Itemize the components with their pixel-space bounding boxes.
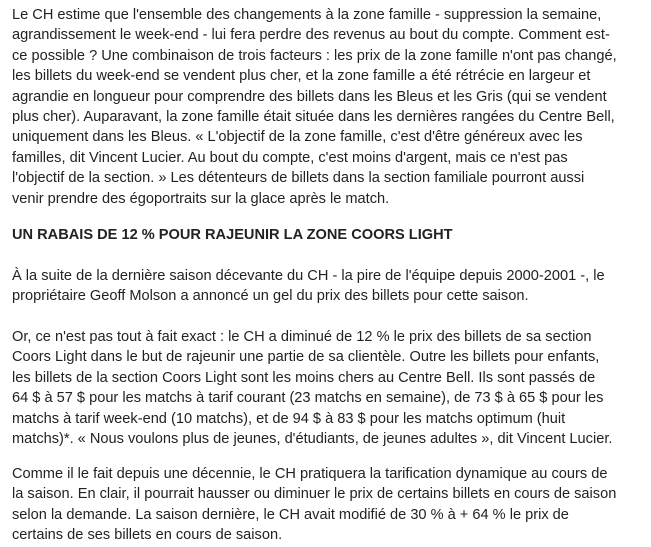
paragraph-dynamic-pricing [12, 464, 616, 546]
text-line: Coors Light dans le but de rajeunir une partie de sa clientèle. Outre les billets pour enfants, [12, 349, 600, 366]
text-line: À la suite de la dernière saison décevante du CH - la pire de l'équipe depuis 2000-2001 -, le [12, 268, 605, 284]
text-line: uniquement dans les Bleus. « L'objectif de la zone famille, c'est d'être généreux avec les [12, 129, 583, 146]
text-line: les billets du week-end se vendent plus cher, et la zone famille a été rétrécie en largeur et [12, 68, 591, 85]
text-line: Comme il le fait depuis une décennie, le CH pratiquera la tarification dynamique au cours de [12, 466, 608, 482]
text-line: venir prendre des égoportraits sur la glace après le match. [12, 190, 390, 207]
paragraph-coors-light-discount [12, 327, 612, 449]
text-line: propriétaire Geoff Molson a annoncé un gel du prix des billets pour cette saison. [12, 288, 529, 305]
text-line: matchs)*. « Nous voulons plus de jeunes, d'étudiants, de jeunes adultes », dit Vincent Lucier. [12, 430, 613, 447]
text-line: plus cher). Auparavant, la zone famille était située dans les dernières rangées du Centre Bell, [12, 108, 615, 125]
text-line: agrandie en longueur pour comprendre des billets dans les Bleus et les Gris (qui se vendent [12, 88, 607, 105]
text-line: Or, ce n'est pas tout à fait exact : le CH a diminué de 12 % le prix des billets de sa section [12, 329, 592, 345]
text-line: agrandissement le week-end - lui fera perdre des revenus au bout du compte. Comment est- [12, 27, 610, 44]
text-line: ce possible ? Une combinaison de trois facteurs : les prix de la zone famille n'ont pas changé, [12, 47, 617, 64]
text-line: l'objectif de la section. » Les détenteurs de billets dans la section familiale pourront aussi [12, 170, 585, 187]
text-line: matchs à tarif week-end (10 matchs), et de 94 $ à 83 $ pour les matchs optimum (huit [12, 410, 566, 427]
text-line: Le CH estime que l'ensemble des changements à la zone famille - suppression la semaine, [12, 7, 602, 23]
section-heading [12, 225, 453, 245]
paragraph-price-freeze [12, 266, 605, 307]
paragraph-family-zone [12, 5, 617, 209]
text-line: la saison. En clair, il pourrait hausser ou diminuer le prix de certains billets en cours de saison [12, 486, 617, 503]
text-line: familles, dit Vincent Lucier. Au bout du compte, c'est moins d'argent, mais ce n'est pas [12, 149, 568, 166]
text-line: selon la demande. La saison dernière, le CH avait modifié de 30 % à + 64 % le prix de [12, 506, 569, 523]
text-line: les billets de la section Coors Light sont les moins chers au Centre Bell. Ils sont passés de [12, 369, 596, 386]
text-line: 64 $ à 57 $ pour les matchs à tarif courant (23 matchs en semaine), de 73 $ à 65 $ pour les [12, 390, 604, 407]
text-line: certains de ses billets en cours de saison. [12, 527, 283, 544]
heading-text: UN RABAIS DE 12 % POUR RAJEUNIR LA ZONE COORS LIGHT [12, 227, 453, 243]
